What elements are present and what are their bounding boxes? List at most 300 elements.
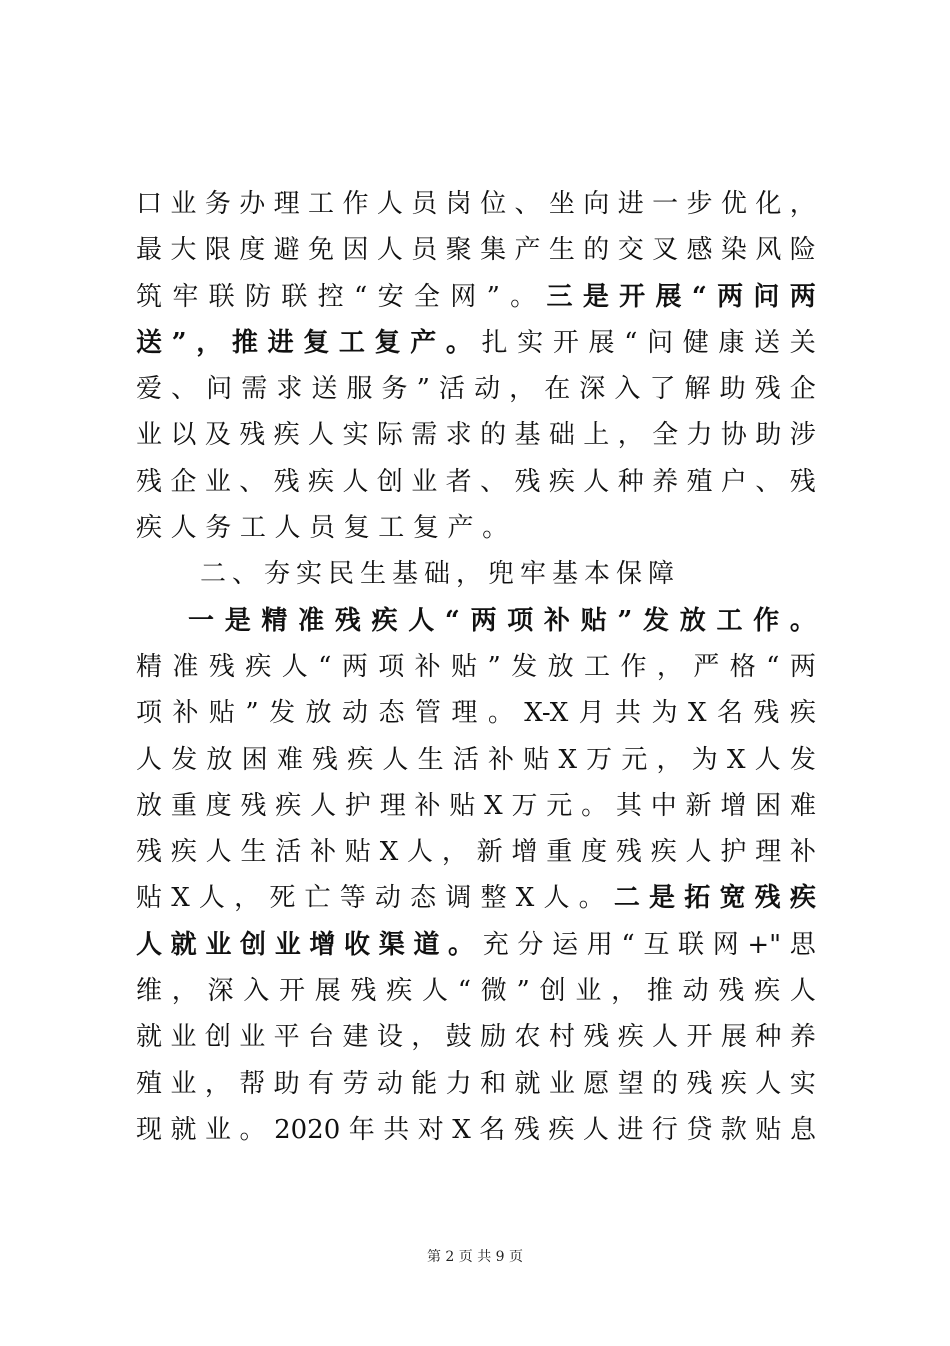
- text-char: 残: [136, 837, 163, 868]
- text-line: [136, 459, 816, 505]
- text-char: 业: [239, 1022, 266, 1053]
- text-char: 和: [480, 1068, 507, 1099]
- text-char: ，: [196, 327, 223, 358]
- text-char: “: [457, 976, 472, 1007]
- text-char: 疾: [548, 466, 575, 497]
- text-char: 护: [344, 790, 371, 821]
- text-char: 种: [755, 1022, 782, 1053]
- text-char: 等: [339, 883, 366, 914]
- text-char: 人: [652, 1022, 679, 1053]
- text-char: 限: [204, 235, 231, 266]
- text-run: X: [379, 837, 399, 868]
- sub-heading: [136, 598, 816, 644]
- text-char: 项: [378, 651, 405, 682]
- text-char: 发: [511, 651, 538, 682]
- text-char: “: [691, 281, 707, 312]
- text-char: 补: [789, 837, 816, 868]
- text-char: 道: [413, 929, 440, 960]
- text-char: 度: [239, 235, 266, 266]
- text-char: 人: [543, 883, 570, 914]
- text-char: 为: [651, 698, 678, 729]
- text-char: 户: [720, 466, 747, 497]
- text-char: 健: [682, 327, 709, 358]
- text-char: 。: [510, 281, 537, 312]
- text-char: 叉: [652, 235, 679, 266]
- text-char: 业: [274, 929, 301, 960]
- text-char: 残: [789, 466, 816, 497]
- text-char: 助: [719, 374, 746, 405]
- text-char: 的: [480, 420, 507, 451]
- text-char: 企: [170, 466, 197, 497]
- text-char: 送: [311, 374, 338, 405]
- section-heading: 二、夯实民生基础，兜牢基本保障: [200, 559, 681, 590]
- text-char: 。: [578, 883, 605, 914]
- text-char: 人: [136, 929, 163, 960]
- text-char: 维: [136, 976, 163, 1007]
- text-char: 现: [136, 1114, 163, 1145]
- text-line: [136, 968, 816, 1014]
- text-char: 人: [382, 744, 409, 775]
- text-char: 残: [312, 744, 339, 775]
- text-char: ，: [204, 1068, 231, 1099]
- text-char: 贴: [580, 605, 607, 636]
- text-char: 。: [445, 327, 472, 358]
- text-char: 展: [655, 281, 682, 312]
- text-char: 人: [755, 1068, 782, 1099]
- text-char: 工: [338, 327, 365, 358]
- text-char: 渠: [378, 929, 405, 960]
- text-char: 活: [275, 837, 302, 868]
- text-char: 者: [445, 466, 472, 497]
- text-char: 化: [755, 189, 782, 219]
- text-char: 分: [517, 929, 544, 960]
- text-char: 问: [206, 374, 233, 405]
- text-run: X: [558, 744, 577, 775]
- text-char: 服: [346, 374, 373, 405]
- text-char: 有: [308, 1068, 335, 1099]
- text-char: 际: [376, 420, 403, 451]
- text-char: 残: [615, 837, 642, 868]
- text-char: 感: [686, 235, 713, 266]
- text-char: 业: [411, 466, 438, 497]
- text-char: 年: [348, 1114, 375, 1145]
- text-char: 中: [650, 790, 677, 821]
- text-char: 人: [754, 744, 781, 775]
- text-char: 劳: [342, 1068, 369, 1099]
- text-char: 务: [204, 189, 231, 219]
- text-char: 筑: [136, 281, 163, 312]
- text-char: 的: [583, 235, 610, 266]
- text-char: 用: [586, 929, 613, 960]
- text-char: 残: [754, 883, 781, 914]
- text-char: 业: [136, 420, 163, 451]
- text-char: 爱: [136, 374, 163, 405]
- text-run: X: [171, 883, 190, 914]
- text-char: 理: [379, 790, 406, 821]
- text-char: “: [624, 327, 638, 358]
- text-char: 。: [482, 513, 509, 544]
- text-char: 大: [170, 235, 197, 266]
- text-char: 难: [276, 744, 303, 775]
- text-char: ，: [656, 651, 683, 682]
- text-char: 产: [410, 327, 437, 358]
- text-char: 残: [753, 698, 780, 729]
- text-char: 宽: [719, 883, 746, 914]
- text-char: 养: [652, 466, 679, 497]
- text-char: ”: [416, 374, 430, 405]
- text-char: 万: [511, 790, 538, 821]
- text-char: 坐: [548, 189, 575, 219]
- text-char: 。: [487, 698, 514, 729]
- text-char: 业: [205, 929, 232, 960]
- text-char: 工: [716, 605, 743, 636]
- text-char: ，: [617, 420, 644, 451]
- text-char: 础: [548, 420, 575, 451]
- text-char: 项: [507, 605, 534, 636]
- text-char: 共: [615, 698, 642, 729]
- text-char: 工: [239, 513, 266, 544]
- text-char: 殖: [136, 1068, 163, 1099]
- text-char: 贴: [451, 651, 478, 682]
- text-char: 企: [789, 374, 816, 405]
- text-char: 是: [649, 883, 676, 914]
- text-char: “: [766, 651, 780, 682]
- text-char: 理: [273, 189, 300, 219]
- text-char: 优: [720, 189, 747, 219]
- text-run: +": [747, 929, 782, 960]
- text-char: 全: [413, 281, 440, 312]
- text-char: 开: [279, 976, 306, 1007]
- text-char: 就: [170, 1114, 197, 1145]
- text-char: 就: [514, 1068, 541, 1099]
- text-char: 生: [417, 744, 444, 775]
- text-char: 基: [514, 420, 541, 451]
- text-char: 增: [309, 929, 336, 960]
- text-char: ，: [234, 883, 261, 914]
- text-char: ”: [486, 281, 500, 312]
- text-char: 动: [342, 698, 369, 729]
- text-char: 农: [514, 1022, 541, 1053]
- text-char: 开: [686, 1022, 713, 1053]
- text-char: 、: [755, 466, 782, 497]
- text-char: 疾: [386, 976, 413, 1007]
- text-char: 互: [643, 929, 670, 960]
- text-line: [136, 181, 816, 227]
- text-char: 问: [753, 281, 780, 312]
- text-line: [136, 1014, 816, 1060]
- text-char: 、: [239, 466, 266, 497]
- text-char: 。: [239, 1114, 266, 1145]
- text-char: 业: [205, 1114, 232, 1145]
- text-char: 安: [377, 281, 404, 312]
- text-char: 工: [584, 651, 611, 682]
- text-char: 推: [646, 976, 673, 1007]
- text-char: 残: [754, 374, 781, 405]
- text-char: 困: [755, 790, 782, 821]
- text-char: 元: [621, 744, 648, 775]
- text-char: 是: [582, 281, 609, 312]
- text-char: 护: [720, 837, 747, 868]
- text-char: 疾: [308, 466, 335, 497]
- text-char: 向: [583, 189, 610, 219]
- text-char: 态: [378, 698, 405, 729]
- text-char: 村: [548, 1022, 575, 1053]
- text-char: 产: [514, 235, 541, 266]
- text-char: 残: [686, 1068, 713, 1099]
- text-char: 补: [414, 790, 441, 821]
- text-char: 二: [613, 883, 640, 914]
- text-char: 重: [546, 837, 573, 868]
- text-char: 放: [547, 651, 574, 682]
- text-char: 愿: [583, 1068, 610, 1099]
- text-run: X: [452, 1114, 471, 1145]
- text-char: 联: [678, 929, 705, 960]
- text-char: 度: [205, 790, 232, 821]
- text-char: 补: [488, 744, 515, 775]
- text-char: 疾: [789, 883, 816, 914]
- text-char: 务: [205, 513, 232, 544]
- text-char: 进: [267, 327, 294, 358]
- text-char: 人: [342, 466, 369, 497]
- text-line: [136, 505, 816, 551]
- text-char: 实: [342, 420, 369, 451]
- text-char: 疾: [273, 420, 300, 451]
- text-char: 实: [517, 327, 544, 358]
- text-char: 人: [376, 235, 403, 266]
- text-char: 步: [686, 189, 713, 219]
- text-char: 、: [171, 374, 198, 405]
- text-char: ”: [171, 327, 187, 358]
- text-char: 。: [581, 790, 608, 821]
- text-char: 其: [615, 790, 642, 821]
- text-char: 励: [480, 1022, 507, 1053]
- text-line: [136, 1107, 816, 1153]
- text-char: 染: [720, 235, 747, 266]
- text-char: 员: [309, 513, 336, 544]
- text-char: 人: [685, 837, 712, 868]
- text-char: 严: [693, 651, 720, 682]
- text-char: 能: [411, 1068, 438, 1099]
- text-char: 充: [482, 929, 509, 960]
- text-char: 联: [208, 281, 235, 312]
- text-char: 协: [720, 420, 747, 451]
- text-run: X-X: [524, 698, 569, 729]
- text-run: X: [484, 790, 503, 821]
- text-char: 解: [684, 374, 711, 405]
- text-char: 复: [303, 327, 330, 358]
- text-char: 难: [789, 790, 816, 821]
- text-char: 活: [438, 374, 465, 405]
- text-char: 动: [374, 883, 401, 914]
- text-char: ，: [789, 189, 816, 219]
- text-char: 增: [511, 837, 538, 868]
- text-char: 贷: [686, 1114, 713, 1145]
- text-char: 残: [514, 466, 541, 497]
- text-char: 人: [310, 790, 337, 821]
- text-char: 平: [273, 1022, 300, 1053]
- text-char: 残: [513, 1114, 540, 1145]
- text-char: 展: [588, 327, 615, 358]
- text-char: 贴: [208, 698, 235, 729]
- text-char: 进: [617, 189, 644, 219]
- text-char: 防: [244, 281, 271, 312]
- text-char: 作: [620, 651, 647, 682]
- text-char: 创: [240, 929, 267, 960]
- text-char: 残: [136, 466, 163, 497]
- text-char: 深: [207, 976, 234, 1007]
- text-char: ，: [611, 976, 638, 1007]
- text-char: 困: [241, 744, 268, 775]
- text-char: 了: [649, 374, 676, 405]
- text-char: 人: [376, 189, 403, 219]
- text-char: 生: [548, 235, 575, 266]
- text-char: 康: [718, 327, 745, 358]
- text-char: 牢: [172, 281, 199, 312]
- text-char: 增: [720, 790, 747, 821]
- text-char: “: [353, 281, 368, 312]
- text-char: 种: [617, 466, 644, 497]
- text-char: 人: [205, 837, 232, 868]
- text-char: 度: [581, 837, 608, 868]
- text-char: 活: [452, 744, 479, 775]
- text-char: 联: [281, 281, 308, 312]
- text-char: 款: [720, 1114, 747, 1145]
- text-char: 残: [273, 466, 300, 497]
- text-char: ，: [411, 1022, 438, 1053]
- text-char: 风: [755, 235, 782, 266]
- text-char: 名: [479, 1114, 506, 1145]
- text-char: 发: [171, 744, 198, 775]
- text-char: 创: [539, 976, 566, 1007]
- text-char: 入: [614, 374, 641, 405]
- text-char: 免: [308, 235, 335, 266]
- text-char: 两: [470, 605, 497, 636]
- text-char: 对: [417, 1114, 444, 1145]
- text-char: 鼓: [445, 1022, 472, 1053]
- text-char: 设: [376, 1022, 403, 1053]
- text-char: 务: [381, 374, 408, 405]
- text-char: 发: [789, 744, 816, 775]
- text-char: 、: [514, 189, 541, 219]
- text-char: 就: [170, 929, 197, 960]
- text-char: 新: [685, 790, 712, 821]
- text-char: 疾: [789, 698, 816, 729]
- text-char: 残: [240, 790, 267, 821]
- text-char: 疾: [754, 976, 781, 1007]
- text-char: 疾: [720, 1068, 747, 1099]
- text-line: [136, 1061, 816, 1107]
- text-char: 助: [755, 420, 782, 451]
- text-char: 疾: [245, 651, 272, 682]
- text-char: 聚: [445, 235, 472, 266]
- text-char: ，: [656, 744, 683, 775]
- text-char: 动: [474, 374, 501, 405]
- text-char: 放: [206, 744, 233, 775]
- text-char: 上: [583, 420, 610, 451]
- text-char: 助: [273, 1068, 300, 1099]
- text-char: 疾: [347, 744, 374, 775]
- text-char: 贴: [136, 883, 163, 914]
- text-char: 复: [412, 513, 439, 544]
- text-char: 位: [480, 189, 507, 219]
- text-char: 求: [445, 420, 472, 451]
- text-char: 以: [170, 420, 197, 451]
- text-char: 思: [789, 929, 816, 960]
- text-char: 人: [422, 976, 449, 1007]
- text-char: 复: [343, 513, 370, 544]
- text-line: [136, 875, 816, 921]
- text-char: 送: [754, 327, 781, 358]
- text-char: 调: [445, 883, 472, 914]
- text-char: 网: [712, 929, 739, 960]
- text-char: 疾: [170, 837, 197, 868]
- text-char: ”: [245, 698, 259, 729]
- text-char: 为: [691, 744, 718, 775]
- text-char: 岗: [445, 189, 472, 219]
- text-char: 微: [480, 976, 507, 1007]
- text-char: 就: [136, 1022, 163, 1053]
- text-char: 一: [188, 605, 215, 636]
- text-char: 疾: [371, 605, 398, 636]
- text-char: ”: [617, 605, 633, 636]
- text-line: [136, 690, 816, 736]
- text-char: 口: [136, 189, 163, 219]
- text-char: 理: [451, 698, 478, 729]
- text-char: 月: [578, 698, 605, 729]
- text-char: 涉: [789, 420, 816, 451]
- text-char: 业: [575, 976, 602, 1007]
- text-char: 展: [314, 976, 341, 1007]
- text-char: 人: [582, 1114, 609, 1145]
- text-char: 全: [652, 420, 679, 451]
- text-char: 工: [378, 513, 405, 544]
- text-char: 疾: [617, 1022, 644, 1053]
- text-char: 残: [208, 651, 235, 682]
- text-char: 运: [552, 929, 579, 960]
- text-line: [136, 737, 816, 783]
- text-char: 动: [376, 1068, 403, 1099]
- text-char: 三: [546, 281, 573, 312]
- text-char: 是: [224, 605, 251, 636]
- text-char: 开: [552, 327, 579, 358]
- text-char: 望: [617, 1068, 644, 1099]
- text-char: 准: [298, 605, 325, 636]
- text-char: 两: [717, 281, 744, 312]
- text-char: 创: [376, 466, 403, 497]
- text-char: 人: [170, 513, 197, 544]
- text-char: 人: [408, 605, 435, 636]
- text-char: 展: [720, 1022, 747, 1053]
- text-char: 产: [447, 513, 474, 544]
- text-char: 共: [383, 1114, 410, 1145]
- text-char: 复: [374, 327, 401, 358]
- text-char: 放: [136, 790, 163, 821]
- text-char: 放: [679, 605, 706, 636]
- text-char: 实: [789, 1068, 816, 1099]
- text-run: X: [726, 744, 746, 775]
- text-line: [136, 783, 816, 829]
- text-char: 两: [789, 281, 816, 312]
- text-line: [136, 366, 816, 412]
- text-char: 贴: [344, 837, 371, 868]
- text-char: 发: [269, 698, 296, 729]
- text-char: 补: [172, 698, 199, 729]
- text-char: 准: [172, 651, 199, 682]
- text-line: [136, 274, 816, 320]
- text-char: 项: [136, 698, 163, 729]
- text-char: ，: [441, 837, 468, 868]
- text-char: 关: [789, 327, 816, 358]
